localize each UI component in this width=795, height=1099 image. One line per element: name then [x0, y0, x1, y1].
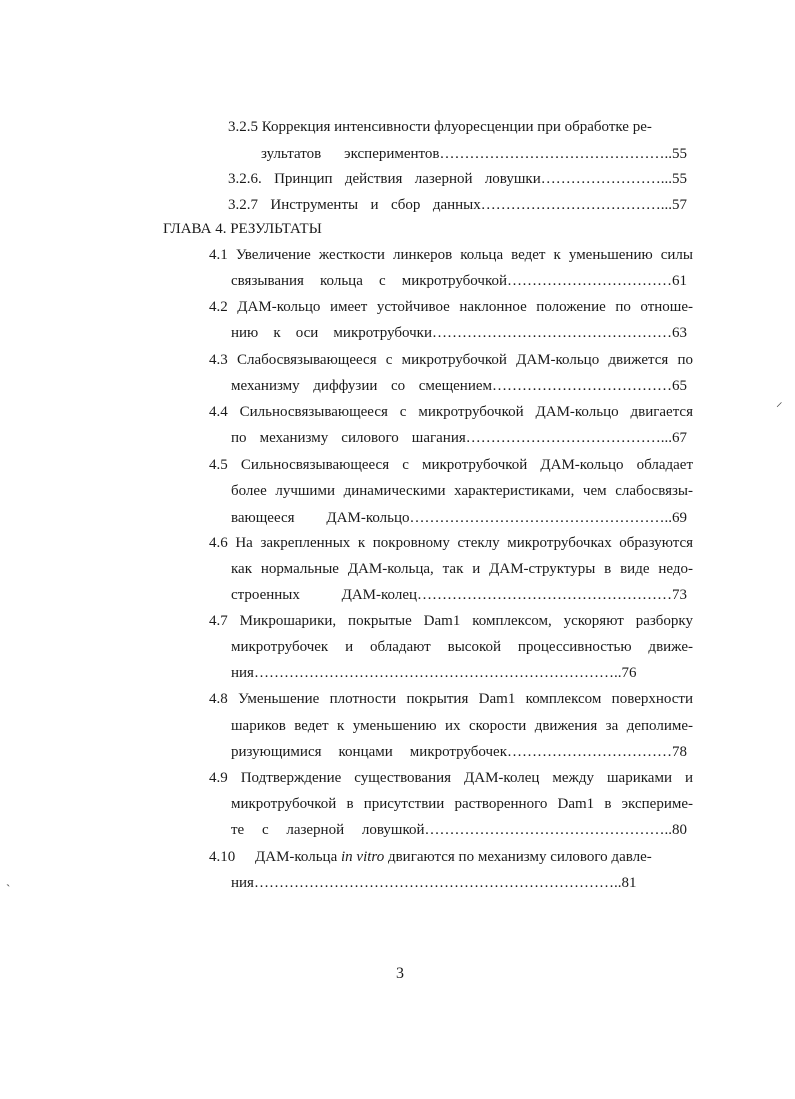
toc-entry-4-4-line2: по механизму силового шагания…………………………………...67	[231, 430, 687, 446]
toc-entry-3-2-6: 3.2.6. Принцип действия лазерной ловушки……………………...55	[228, 171, 687, 187]
toc-entry-4-10-text-post: двигаются по механизму силового давле-	[384, 849, 652, 865]
toc-entry-4-6-line2: как нормальные ДАМ-кольца, так и ДАМ-структуры в виде недо-	[231, 561, 693, 577]
toc-entry-3-2-5-line1: 3.2.5 Коррекция интенсивности флуоресценции при обработке ре-	[228, 119, 652, 135]
scan-speck-right: ⸝	[776, 394, 783, 409]
toc-entry-4-7-line3: ния………………………………………………………………..76	[231, 665, 637, 681]
page-number: 3	[396, 965, 404, 982]
toc-entry-4-10-number: 4.10	[209, 849, 236, 865]
toc-entry-4-9-line3: те с лазерной ловушкой…………………………………………..80	[231, 822, 687, 838]
toc-entry-4-7-line1: 4.7 Микрошарики, покрытые Dam1 комплексом, ускоряют разборку	[209, 613, 693, 629]
toc-entry-4-7-line2: микротрубочек и обладают высокой процессивностью движе-	[231, 639, 693, 655]
toc-entry-4-2-line1: 4.2 ДАМ-кольцо имеет устойчивое наклонное положение по отноше-	[209, 299, 693, 315]
scan-speck-left: ˏ	[6, 872, 11, 887]
toc-entry-4-9-line1: 4.9 Подтверждение существования ДАМ-колец между шариками и	[209, 770, 693, 786]
toc-entry-4-10-text-pre: ДАМ-кольца	[255, 849, 341, 865]
toc-entry-4-8-line2: шариков ведет к уменьшению их скорости движения за деполиме-	[231, 718, 693, 734]
toc-entry-4-6-line1: 4.6 На закрепленных к покровному стеклу микротрубочках образуются	[209, 535, 693, 551]
toc-entry-4-1-line2: связывания кольца с микротрубочкой……………………………61	[231, 273, 687, 289]
toc-entry-4-3-line1: 4.3 Слабосвязывающееся с микротрубочкой ДАМ-кольцо движется по	[209, 352, 693, 368]
toc-entry-4-2-line2: нию к оси микротрубочки…………………………………………63	[231, 325, 687, 341]
toc-entry-3-2-5-line2: зультатов экспериментов………………………………………..55	[261, 146, 687, 162]
chapter-4-heading: ГЛАВА 4. РЕЗУЛЬТАТЫ	[163, 221, 322, 237]
toc-entry-4-8-line1: 4.8 Уменьшение плотности покрытия Dam1 комплексом поверхности	[209, 691, 693, 707]
toc-entry-3-2-7: 3.2.7 Инструменты и сбор данных………………………………...57	[228, 197, 687, 213]
toc-entry-4-5-line1: 4.5 Сильносвязывающееся с микротрубочкой ДАМ-кольцо обладает	[209, 457, 693, 473]
toc-entry-4-1-line1: 4.1 Увеличение жесткости линкеров кольца ведет к уменьшению силы	[209, 247, 693, 263]
toc-entry-4-5-line2: более лучшими динамическими характеристиками, чем слабосвязы-	[231, 483, 693, 499]
toc-entry-4-10-italic: in vitro	[341, 849, 385, 865]
toc-entry-4-8-line3: ризующимися концами микротрубочек……………………………78	[231, 744, 687, 760]
toc-entry-4-10-line2: ния………………………………………………………………..81	[231, 875, 637, 891]
toc-entry-4-3-line2: механизму диффузии со смещением………………………………65	[231, 378, 687, 394]
toc-entry-4-4-line1: 4.4 Сильносвязывающееся с микротрубочкой ДАМ-кольцо двигается	[209, 404, 693, 420]
toc-entry-4-6-line3: строенных ДАМ-колец……………………………………………73	[231, 587, 687, 603]
toc-entry-4-9-line2: микротрубочкой в присутствии растворенного Dam1 в экспериме-	[231, 796, 693, 812]
toc-entry-4-10-line1	[209, 847, 693, 867]
toc-entry-4-5-line3: вающееся ДАМ-кольцо……………………………………………..69	[231, 510, 687, 526]
